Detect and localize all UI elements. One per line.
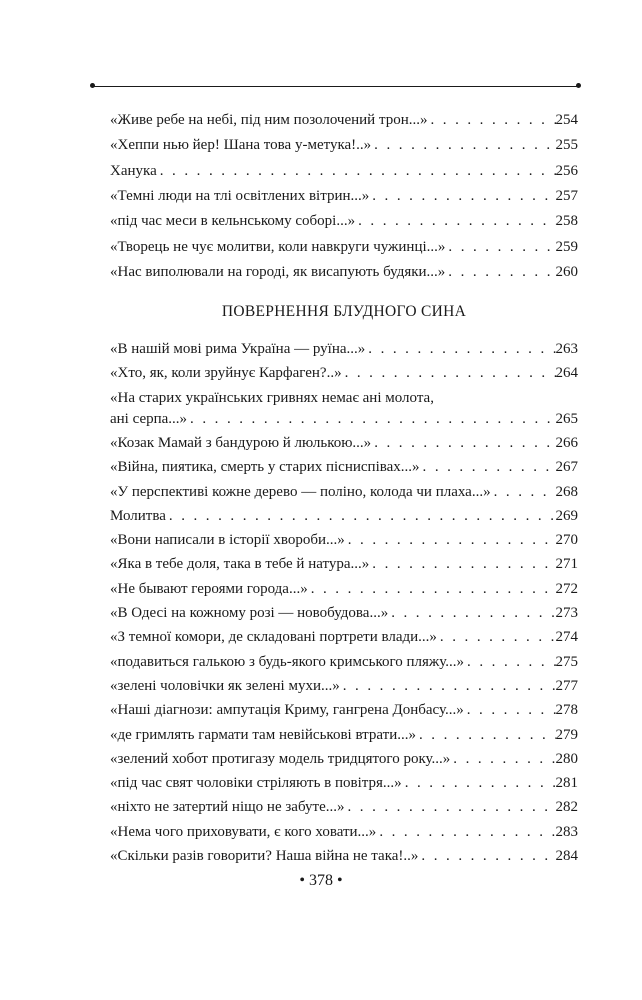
toc-entry-page: 271	[555, 556, 578, 573]
toc-entry	[110, 579, 578, 600]
toc-entry-page: 283	[555, 823, 578, 840]
dot-leader	[445, 262, 555, 283]
dot-leader	[365, 339, 555, 360]
toc-entry-page: 255	[555, 137, 578, 154]
toc-entry-title: «Не бывают героями города...»	[110, 580, 308, 597]
section-title: ПОВЕРНЕННЯ БЛУДНОГО СИНА	[221, 303, 467, 320]
toc-entry-page: 265	[555, 410, 578, 427]
toc-entry	[110, 554, 578, 575]
toc-entry-page: 267	[555, 459, 578, 476]
page-number: • 378 •	[299, 872, 343, 889]
toc-entry-page: 275	[555, 653, 578, 670]
toc-entry-page: 257	[555, 187, 578, 204]
toc-entry-page: 273	[555, 605, 578, 621]
toc-entry-title: «В нашій мові рима Україна — руїна...»	[110, 341, 366, 357]
dot-leader	[187, 409, 555, 430]
toc-entry-page: 270	[555, 532, 578, 549]
toc-entry	[110, 846, 578, 867]
toc-entry-title: «зелений хобот протигазу модель тридцятого року...»	[110, 750, 451, 767]
toc-entry-title-continued: ані серпа...»	[110, 410, 188, 427]
toc-entry-page: 256	[555, 162, 578, 179]
dot-leader	[402, 773, 556, 794]
toc-entry-page: 268	[555, 483, 578, 500]
toc-entry-page: 280	[555, 750, 578, 767]
toc-entry-title: «Війна, пиятика, смерть у старих пісниспівах...»	[110, 459, 420, 476]
toc-entry-page: 258	[555, 213, 578, 230]
toc-entry-page: 277	[555, 677, 578, 694]
toc-entry-title: «під час меси в кельнському соборі...»	[110, 213, 356, 230]
header-rule	[94, 86, 578, 87]
dot-leader	[166, 506, 556, 527]
toc-entry-title: «Скільки разів говорити? Наша війна не така!..»	[110, 848, 419, 864]
toc-entry-page: 284	[555, 848, 578, 864]
toc-entry	[110, 773, 578, 794]
toc-entry-page: 266	[555, 434, 578, 451]
dot-leader	[445, 237, 555, 258]
toc-entry-page: 260	[555, 263, 578, 280]
toc-entry	[110, 652, 578, 673]
toc-entry-title: «Творець не чує молитви, коли навкруги чужинці...»	[110, 238, 446, 255]
toc-entry-page: 281	[555, 775, 578, 792]
dot-leader	[491, 482, 556, 503]
toc-entry	[110, 457, 578, 478]
toc-entry	[110, 433, 578, 454]
toc-entry	[110, 110, 578, 131]
dot-leader	[376, 822, 555, 843]
dot-leader	[420, 457, 556, 478]
toc-entry-title: «Живе ребе на небі, під ним позолочений трон...»	[110, 112, 428, 128]
toc-entry	[110, 262, 578, 283]
toc-entry-title: «Нема чого приховувати, є кого ховати...»	[110, 823, 377, 840]
dot-leader	[371, 433, 555, 454]
dot-leader	[437, 627, 556, 648]
toc-entry-title: «Яка в тебе доля, така в тебе й натура...»	[110, 556, 370, 573]
toc-entry-title: «подавиться галькою з будь-якого кримського пляжу...»	[110, 653, 465, 670]
header-rule-right-dot	[576, 83, 581, 88]
toc-entry-title: Ханука	[110, 162, 157, 179]
toc-entry-title: «У перспективі кожне дерево — поліно, колода чи плаха...»	[110, 483, 491, 500]
dot-leader	[369, 554, 555, 575]
dot-leader	[340, 676, 556, 697]
toc-entry	[110, 797, 578, 818]
toc-entry	[110, 339, 578, 360]
toc-entry-page: 269	[555, 507, 578, 524]
dot-leader	[308, 579, 556, 600]
toc-entry	[110, 161, 578, 182]
toc-entry	[110, 135, 578, 156]
toc-entry-title: «З темної комори, де складовані портрети влади...»	[110, 629, 437, 646]
toc-entry-title: Молитва	[110, 507, 166, 524]
dot-leader	[388, 603, 555, 624]
dot-leader	[345, 530, 556, 551]
toc-entry-title: «Хто, як, коли зруйнує Карфаген?..»	[110, 365, 342, 382]
dot-leader	[355, 211, 555, 232]
toc-entry	[110, 749, 578, 770]
toc-entry	[110, 388, 578, 430]
toc-entry-page: 259	[555, 238, 578, 255]
dot-leader	[344, 797, 555, 818]
toc-entry	[110, 211, 578, 232]
toc-entry	[110, 530, 578, 551]
toc-entry-title: «Хеппи нью йер! Шана това у-метука!..»	[110, 137, 372, 154]
toc-entry-page: 263	[555, 341, 578, 357]
toc-entry	[110, 363, 578, 384]
toc-entry-title: «Козак Мамай з бандурою й люлькою...»	[110, 434, 372, 451]
toc-entry	[110, 627, 578, 648]
toc-entry-title: «зелені чоловічки як зелені мухи...»	[110, 677, 340, 694]
toc-entry-title: «На старих українських гривнях немає ані молота,	[110, 389, 434, 406]
dot-leader	[369, 186, 555, 207]
toc-entry-page: 282	[555, 799, 578, 816]
toc-entry	[110, 725, 578, 746]
toc-entry-title: «В Одесі на кожному розі — новобудова...»	[110, 605, 389, 621]
dot-leader	[450, 749, 555, 770]
toc-entry-title: «Темні люди на тлі освітлених вітрин...»	[110, 187, 370, 204]
toc-entry-page: 278	[555, 702, 578, 719]
toc-entry-title: «Вони написали в історії хвороби...»	[110, 532, 345, 549]
toc-entry	[110, 482, 578, 503]
toc-entry	[110, 676, 578, 697]
dot-leader	[416, 725, 556, 746]
toc-entry-page: 274	[555, 629, 578, 646]
toc-entry-title: «ніхто не затертий ніщо не забуте...»	[110, 799, 345, 816]
dot-leader	[371, 135, 555, 156]
toc-entry	[110, 186, 578, 207]
toc-entry	[110, 237, 578, 258]
dot-leader	[464, 652, 555, 673]
dot-leader	[427, 110, 555, 131]
toc-entry-page: 264	[555, 365, 578, 382]
toc-entry-page: 279	[555, 726, 578, 743]
toc-entry-title: «Наші діагнози: ампутація Криму, гангрена Донбасу...»	[110, 702, 464, 719]
dot-leader	[157, 161, 556, 182]
toc-entry-page: 254	[555, 112, 578, 128]
toc-entry	[110, 603, 578, 624]
toc-entry-title: «під час свят чоловіки стріляють в повітря...»	[110, 775, 402, 792]
toc-entry	[110, 506, 578, 527]
dot-leader	[418, 846, 555, 867]
toc-entry	[110, 822, 578, 843]
dot-leader	[464, 700, 556, 721]
toc-entry	[110, 700, 578, 721]
toc-entry-title: «Нас виполювали на городі, як висапують будяки...»	[110, 263, 446, 280]
dot-leader	[342, 363, 556, 384]
toc-entry-title: «де гримлять гармати там невійськові втрати...»	[110, 726, 416, 743]
toc-entry-page: 272	[555, 580, 578, 597]
